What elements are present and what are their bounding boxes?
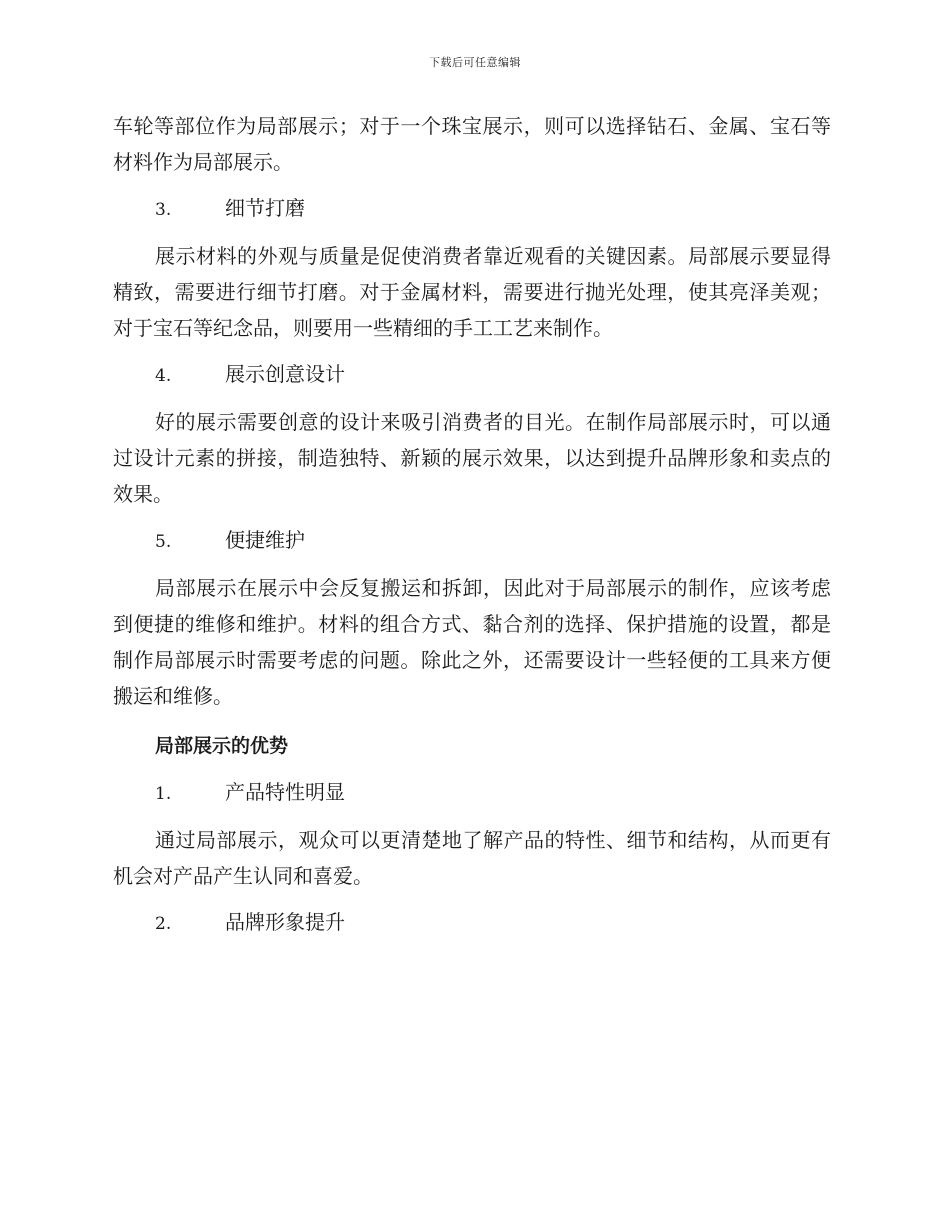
list-item-5 [113,522,831,560]
list-heading: 便捷维护 [225,528,305,552]
document-body [113,108,831,942]
paragraph-creative-design: 好的展示需要创意的设计来吸引消费者的目光。在制作局部展示时，可以通过设计元素的拼接，制造独特、新颖的展示效果，以达到提升品牌形象和卖点的效果。 [113,410,831,506]
list-heading: 品牌形象提升 [225,910,345,934]
paragraph-product-features: 通过局部展示，观众可以更清楚地了解产品的特性、细节和结构，从而更有机会对产品产生认同和喜爱。 [113,828,831,888]
list-number: 5. [155,532,172,552]
list-number: 1. [155,784,172,804]
list-heading: 展示创意设计 [225,362,345,386]
paragraph-easy-maintenance: 局部展示在展示中会反复搬运和拆卸，因此对于局部展示的制作，应该考虑到便捷的维修和维护。材料的组合方式、黏合剂的选择、保护措施的设置，都是制作局部展示时需要考虑的问题。除此之外，还需要设计一些轻便的工具来方便搬运和维修。 [113,576,831,708]
list-item-4 [113,356,831,394]
paragraph-intro: 车轮等部位作为局部展示；对于一个珠宝展示，则可以选择钻石、金属、宝石等材料作为局部展示。 [113,114,831,174]
list-number: 2. [155,914,172,934]
paragraph-detail-polish: 展示材料的外观与质量是促使消费者靠近观看的关键因素。局部展示要显得精致，需要进行细节打磨。对于金属材料，需要进行抛光处理，使其亮泽美观；对于宝石等纪念品，则要用一些精细的手工工艺来制作。 [113,244,831,340]
list-item-3 [113,190,831,228]
list-number: 3. [155,200,172,220]
list-heading: 产品特性明显 [225,780,345,804]
list-heading: 细节打磨 [225,196,305,220]
section-heading: 局部展示的优势 [155,735,289,757]
list-number: 4. [155,366,172,386]
list-item-adv-1 [113,774,831,812]
list-item-adv-2 [113,904,831,942]
page-header: 下载后可任意编辑 [429,56,521,69]
